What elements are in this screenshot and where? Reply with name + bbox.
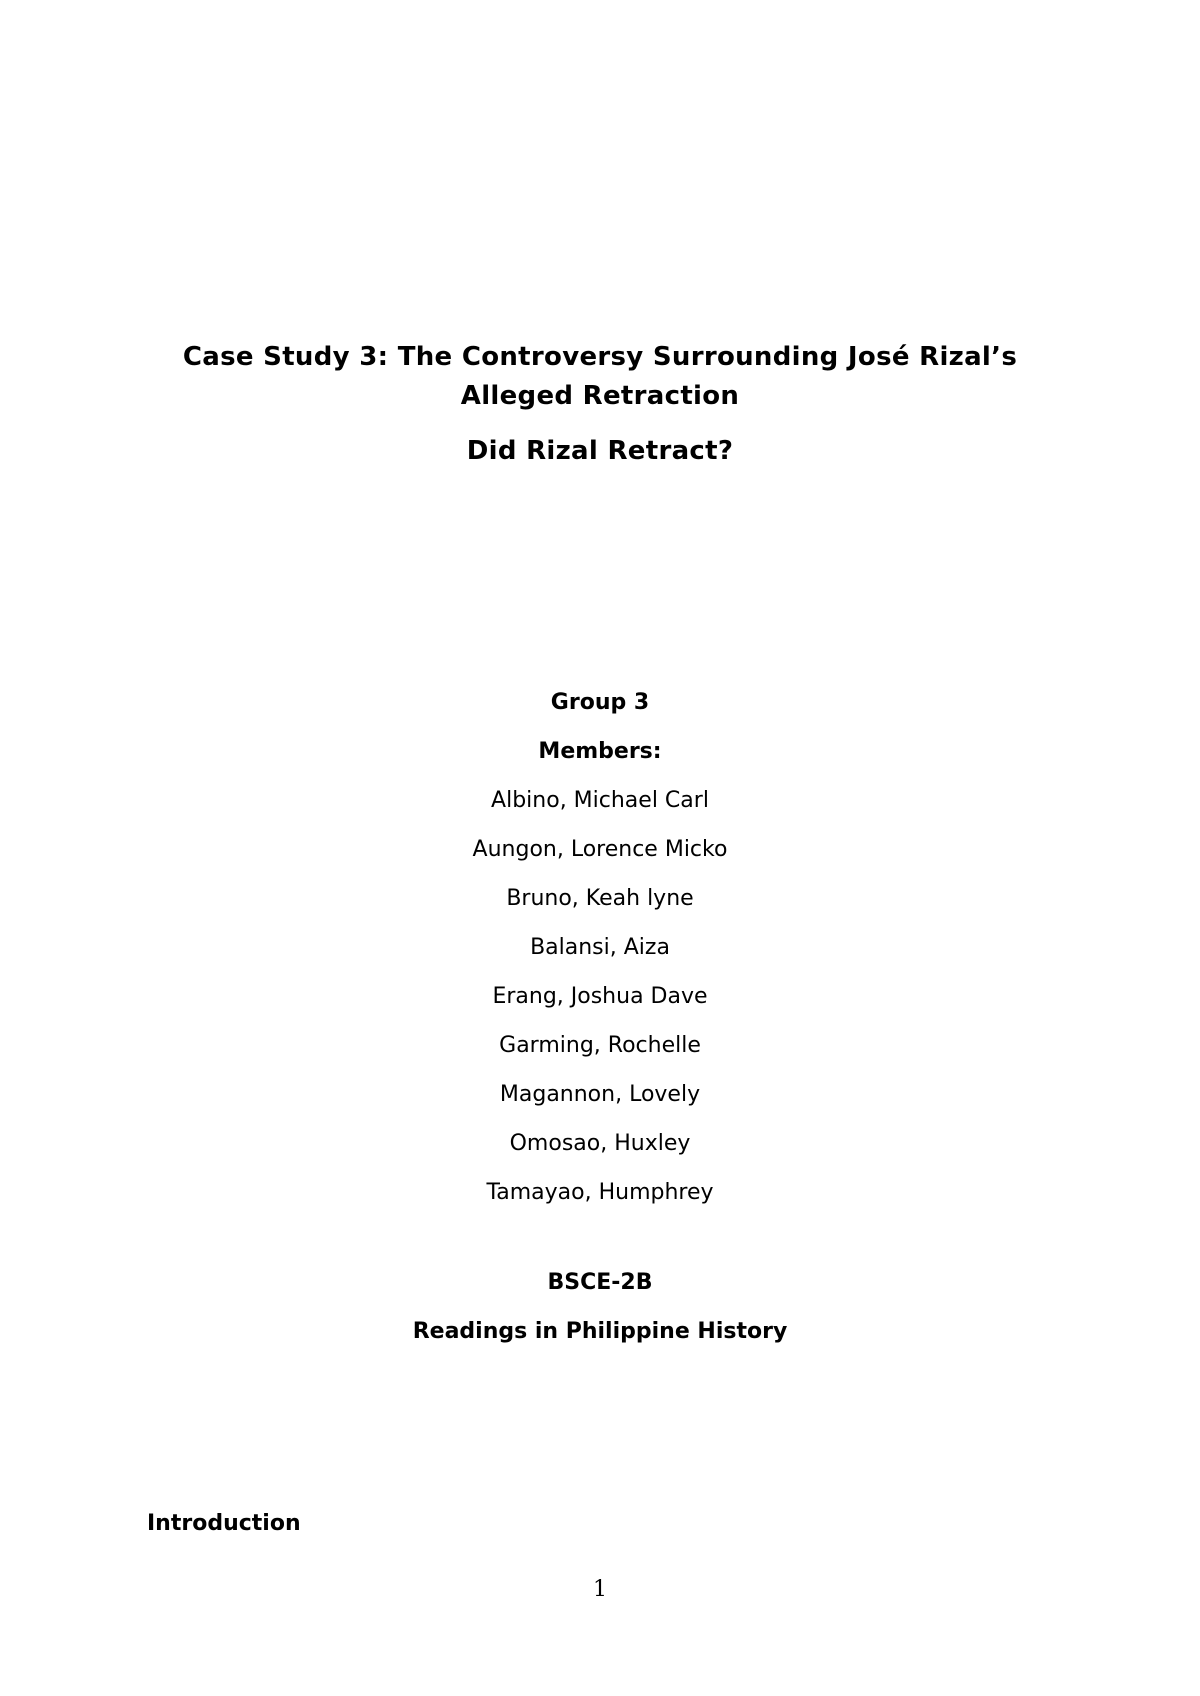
member-name: Albino, Michael Carl <box>491 788 709 813</box>
section-heading-introduction: Introduction <box>147 1511 301 1536</box>
member-name: Garming, Rochelle <box>499 1033 701 1058</box>
group-block <box>0 678 1200 1217</box>
title-line-1: Case Study 3: The Controversy Surrounding José Rizal’s <box>182 342 1018 372</box>
title-line-2: Alleged Retraction <box>460 381 740 411</box>
course-code: BSCE-2B <box>547 1270 653 1295</box>
title-block <box>0 338 1200 471</box>
document-title <box>0 338 1200 416</box>
member-name: Balansi, Aiza <box>530 935 670 960</box>
member-name: Aungon, Lorence Micko <box>472 837 728 862</box>
group-label: Group 3 <box>550 690 650 715</box>
course-name: Readings in Philippine History <box>412 1319 788 1344</box>
member-name: Erang, Joshua Dave <box>492 984 708 1009</box>
member-name: Tamayao, Humphrey <box>486 1180 714 1205</box>
members-list <box>0 776 1200 1217</box>
page-number: 1 <box>593 1577 607 1602</box>
members-label: Members: <box>538 739 662 764</box>
course-block <box>0 1258 1200 1356</box>
member-name: Omosao, Huxley <box>509 1131 691 1156</box>
member-name: Magannon, Lovely <box>499 1082 701 1107</box>
member-name: Bruno, Keah lyne <box>506 886 694 911</box>
document-subtitle: Did Rizal Retract? <box>466 436 734 466</box>
